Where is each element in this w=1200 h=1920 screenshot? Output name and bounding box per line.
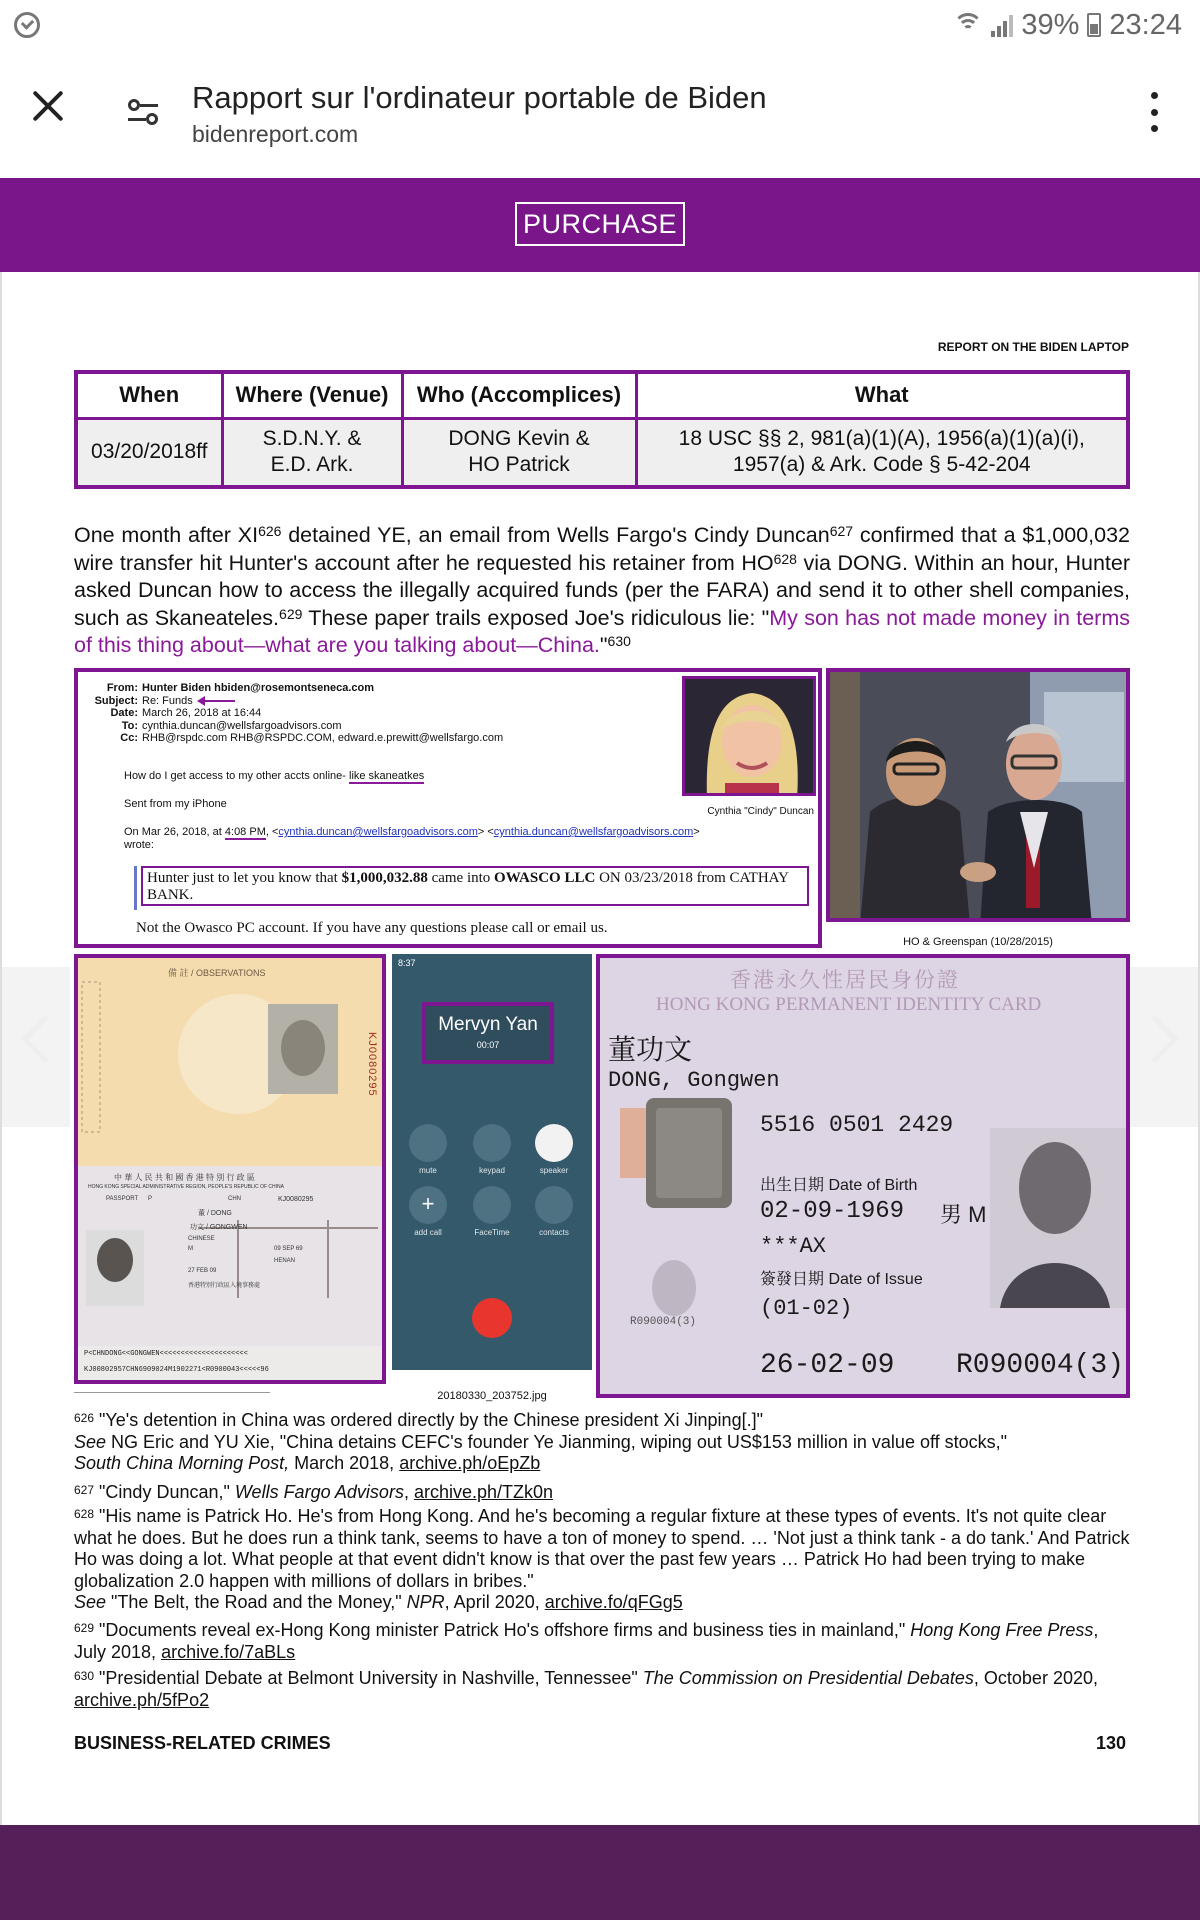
passport-mrz-1: P<CHNDONG<<GONGWEN<<<<<<<<<<<<<<<<<<<<< bbox=[84, 1350, 248, 1358]
passport-type: P bbox=[148, 1196, 153, 1202]
add-call-label: add call bbox=[414, 1228, 442, 1237]
passport-surname: 董 / DONG bbox=[198, 1210, 232, 1217]
signal-icon bbox=[991, 13, 1013, 37]
email-screenshot bbox=[74, 668, 822, 948]
body-paragraph: One month after XI$^{626}$ detained YE, an email from Wells Fargo's Cindy Duncan$^{627}$ confirmed that a $1,000,032 wire transfer hit Hunter's account after he requested his retainer from HO$^{628}$ via DONG. Within an hour, Hunter asked Duncan how to access the illegally acquired funds (per the FARA) and send it to other shell companies, such as Skaneateles.$^{629}$ These paper trails exposed Joe's ridiculous lie: "My son has not made money in terms of this thing about—what are you talking about—China."$^{630}$ bbox=[74, 523, 1131, 658]
table-header: Who (Accomplices) bbox=[402, 372, 636, 418]
wifi-icon bbox=[953, 13, 983, 37]
passport-given: 功文 / GONGWEN bbox=[190, 1224, 248, 1231]
footnote-ref: 630 bbox=[607, 633, 631, 650]
venue-table bbox=[74, 370, 1130, 489]
passport-doc-no: KJ0080295 bbox=[278, 1196, 314, 1203]
passport-code: CHN bbox=[228, 1196, 241, 1202]
hkid-code: 5516 0501 2429 bbox=[760, 1112, 954, 1138]
email-line: Not the Owasco PC account. If you have any questions please call or email us. bbox=[136, 920, 608, 936]
arrow-left-icon bbox=[199, 700, 235, 702]
footnote-ref: 629 bbox=[279, 605, 303, 622]
image-caption: 20180330_203752.jpg bbox=[437, 1390, 547, 1402]
contacts-icon[interactable] bbox=[535, 1186, 573, 1224]
chevron-left-icon bbox=[21, 1015, 69, 1063]
biden-quote: My son has not made money in terms of this thing about—what are you talking about—China. bbox=[74, 605, 1130, 658]
close-icon[interactable] bbox=[30, 88, 66, 124]
ho-greenspan-photo bbox=[826, 668, 1130, 922]
page-number: 130 bbox=[1095, 1733, 1126, 1753]
hkid-name-cn: 董功文 bbox=[608, 1034, 693, 1065]
status-bar bbox=[0, 0, 1200, 50]
facetime-icon[interactable] bbox=[473, 1186, 511, 1224]
clock: 23:24 bbox=[1109, 8, 1182, 41]
notification-icon bbox=[14, 12, 40, 38]
footnote-627: $^{627}$ "Cindy Duncan," Wells Fargo Advisors, archive.ph/TZk0n bbox=[74, 1482, 554, 1502]
top-app-bar bbox=[0, 50, 1200, 178]
keypad-icon[interactable] bbox=[473, 1124, 511, 1162]
footnote-630: $^{630}$ "Presidential Debate at Belmont University in Nashville, Tennessee" The Commission on Presidential Debates, October 2020, archive.ph/5fPo2 bbox=[74, 1668, 1098, 1710]
call-controls bbox=[392, 1124, 592, 1274]
document-page bbox=[0, 272, 1200, 1825]
passport-dob: 09 SEP 69 bbox=[274, 1246, 303, 1252]
table-cell: S.D.N.Y. & E.D. Ark. bbox=[222, 418, 402, 487]
hkid-dob: 02-09-1969 bbox=[760, 1198, 905, 1225]
table-header: When bbox=[76, 372, 222, 418]
hkid-name-en: DONG, Gongwen bbox=[608, 1068, 780, 1093]
next-page-button[interactable] bbox=[1130, 967, 1200, 1127]
passport-label: PASSPORT bbox=[106, 1196, 139, 1202]
passport-number-vertical: KJ0080295 bbox=[366, 1032, 378, 1097]
footnote-ref: 628 bbox=[773, 550, 797, 567]
facetime-label: FaceTime bbox=[474, 1228, 510, 1237]
passport-authority: 香港特別行政區入境事務處 bbox=[188, 1283, 261, 1289]
hkid-issue-date: 26-02-09 bbox=[760, 1350, 895, 1381]
keypad-label: keypad bbox=[479, 1166, 505, 1175]
end-call-icon[interactable] bbox=[472, 1298, 512, 1338]
hkid-sex: 男 M bbox=[940, 1202, 987, 1227]
table-cell: 18 USC §§ 2, 981(a)(1)(A), 1956(a)(1)(a)(i), 1957(a) & Ark. Code § 5-42-204 bbox=[636, 418, 1128, 487]
footnote-link[interactable]: archive.ph/oEpZb bbox=[399, 1453, 541, 1474]
phone-call-screenshot bbox=[392, 954, 592, 1370]
passport-nationality: CHINESE bbox=[188, 1236, 215, 1242]
status-right bbox=[953, 8, 1182, 42]
photo-caption: Cynthia "Cindy" Duncan bbox=[707, 806, 814, 817]
footnote-ref: 627 bbox=[829, 523, 854, 539]
hkid-title-cn: 香港永久性居民身份證 bbox=[730, 969, 960, 992]
passport-sex: M bbox=[188, 1246, 193, 1252]
page-url: bidenreport.com bbox=[192, 121, 359, 147]
battery-percent: 39% bbox=[1021, 8, 1080, 41]
purchase-band bbox=[0, 178, 1200, 272]
email-quote: Hunter just to let you know that $1,000,032.88 came into OWASCO LLC ON 03/23/2018 from CATHAY BANK. bbox=[134, 866, 810, 910]
purchase-button[interactable]: PURCHASE bbox=[515, 202, 685, 246]
table-cell: 03/20/2018ff bbox=[76, 418, 222, 487]
passport-pob: HENAN bbox=[274, 1258, 296, 1264]
more-vert-icon[interactable] bbox=[1148, 92, 1160, 132]
page-title: Rapport sur l'ordinateur portable de Biden bbox=[192, 80, 767, 115]
hkid-doi-label: 簽發日期 Date of Issue bbox=[760, 1271, 923, 1288]
footnote-629: $^{629}$ "Documents reveal ex-Hong Kong minister Patrick Ho's offshore firms and business ties in mainland," Hong Kong Free Press, July 2018, archive.fo/7aBLs bbox=[74, 1620, 1099, 1662]
email-line: How do I get access to my other accts online- like skaneatkes bbox=[124, 770, 425, 782]
passport-header-cn: 中 華 人 民 共 和 國 香 港 特 別 行 政 區 bbox=[114, 1173, 255, 1182]
footnote-link[interactable]: archive.ph/5fPo2 bbox=[74, 1689, 210, 1710]
footnote-divider bbox=[74, 1392, 270, 1393]
hkid-dob-label: 出生日期 Date of Birth bbox=[760, 1177, 918, 1194]
email-line: Sent from my iPhone bbox=[124, 798, 227, 810]
mute-label: mute bbox=[419, 1166, 437, 1175]
table-cell: DONG Kevin & HO Patrick bbox=[402, 418, 636, 487]
add-call-icon[interactable]: + bbox=[409, 1186, 447, 1224]
passport-mrz-2: KJ00802957CHN6909024M1902271<R0900043<<<<<96 bbox=[84, 1366, 269, 1374]
tune-icon[interactable] bbox=[128, 96, 160, 126]
bottom-band bbox=[0, 1825, 1200, 1920]
caller-name: Mervyn Yan bbox=[438, 1014, 538, 1035]
footnote-628: $^{628}$ "His name is Patrick Ho. He's from Hong Kong. And he's becoming a regular fixture at these types of events. It's not quite clear what he does. But he does run a think tank, seems to have a ton of money to spend. … 'Not just a think tank - a do tank.' And Patrick Ho was doing a lot. What people at that event didn't know is that over the past few years … Patrick Ho had been trying to make globalization 2.0 happen with millions of dollars in bribes." See "The Belt, the Road and the Money," NPR, April 2020, archive.fo/qFGg5 bbox=[74, 1506, 1130, 1613]
phone-time: 8:37 bbox=[398, 958, 416, 968]
footnote-ref: 626 bbox=[258, 523, 282, 539]
cindy-duncan-photo bbox=[682, 676, 816, 796]
footnote-link[interactable]: archive.fo/7aBLs bbox=[161, 1641, 296, 1662]
running-head: REPORT ON THE BIDEN LAPTOP bbox=[937, 340, 1129, 354]
hkid-symbols: ***AX bbox=[760, 1234, 827, 1259]
call-duration: 00:07 bbox=[476, 1040, 500, 1050]
table-header: Where (Venue) bbox=[222, 372, 402, 418]
passport-observations: 備 註 / OBSERVATIONS bbox=[168, 968, 266, 978]
caller-box bbox=[422, 1002, 554, 1064]
chevron-right-icon bbox=[1131, 1015, 1179, 1063]
hkid-doi: (01-02) bbox=[760, 1296, 853, 1321]
passport-header-en: HONG KONG SPECIAL ADMINISTRATIVE REGION, PEOPLE'S REPUBLIC OF CHINA bbox=[88, 1184, 284, 1190]
speaker-label: speaker bbox=[539, 1166, 569, 1175]
table-header: What bbox=[636, 372, 1128, 418]
photo-caption: HO & Greenspan (10/28/2015) bbox=[903, 936, 1053, 948]
hk-identity-card bbox=[596, 954, 1130, 1398]
previous-page-button[interactable] bbox=[0, 967, 70, 1127]
footnote-link[interactable]: archive.ph/TZk0n bbox=[413, 1482, 554, 1502]
passport-issue: 27 FEB 09 bbox=[188, 1268, 217, 1274]
passport-scan bbox=[74, 954, 386, 1384]
footnote-link[interactable]: archive.fo/qFGg5 bbox=[544, 1592, 683, 1613]
hkid-ghost-number: R090004(3) bbox=[630, 1316, 697, 1328]
footnote-626: $^{626}$ "Ye's detention in China was ordered directly by the Chinese president Xi Jinping[.]" See NG Eric and YU Xie, "China detains CEFC's founder Ye Jianming, wiping out US$153 million in value off stocks," South China Morning Post, March 2018, archive.ph/oEpZb bbox=[74, 1410, 1008, 1474]
email-header: From: Hunter Biden hbiden@rosemontseneca.com Subject: Re: Funds Date: March 26, 2018 at 16:44 To: cynthia.duncan@wellsfargoadvisors.com Cc: RHB@rspdc.com RHB@RSPDC.COM, edward.e.prewitt@wellsfargo.com bbox=[94, 682, 504, 744]
battery-icon bbox=[1087, 13, 1101, 37]
email-line: On Mar 26, 2018, at 4:08 PM, <cynthia.duncan@wellsfargoadvisors.com> <cynthia.duncan@wellsfargoadvisors.com> wrote: bbox=[124, 826, 700, 851]
contacts-label: contacts bbox=[539, 1228, 569, 1237]
hkid-title-en: HONG KONG PERMANENT IDENTITY CARD bbox=[656, 994, 1042, 1015]
speaker-icon[interactable] bbox=[535, 1124, 573, 1162]
mute-icon[interactable] bbox=[409, 1124, 447, 1162]
section-footer: BUSINESS-RELATED CRIMES bbox=[74, 1733, 331, 1753]
hkid-number: R090004(3) bbox=[956, 1350, 1125, 1381]
